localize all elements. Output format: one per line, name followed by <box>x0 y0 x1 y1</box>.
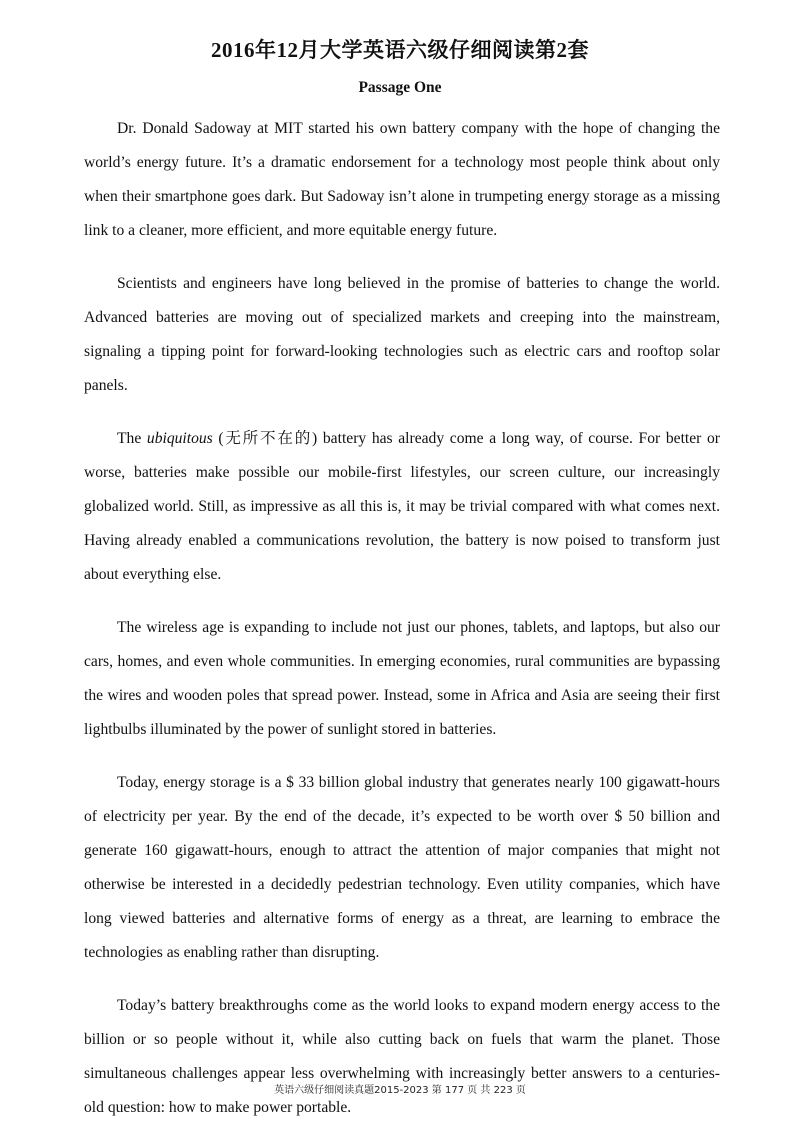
paragraph <box>84 422 720 592</box>
paragraph: Scientists and engineers have long believed in the promise of batteries to change the world. Advanced batteries are moving out of specialized markets and creeping into the mainstream, signaling a tipping point for forward-looking technologies such as electric cars and rooftop solar panels. <box>84 275 720 394</box>
paragraph-text: (无所不在的) battery has already come a long way, of course. For better or worse, batteries make possible our mobile-first lifestyles, our screen culture, our increasingly globalized world. Still, as impressive as all this is, it may be trivial compared with what comes next. Having already enabled a communications revolution, the battery is now poised to transform just about everything else. <box>84 430 720 583</box>
page-footer: 英语六级仔细阅读真题2015-2023 第 177 页 共 223 页 <box>274 1085 526 1096</box>
paragraph: Today’s battery breakthroughs come as the world looks to expand modern energy access to the billion or so people without it, while also cutting back on fuels that warm the planet. Those simultaneous challenges appear less overwhelming with increasingly better answers to a centuries-old question: how to make power portable. <box>84 997 720 1116</box>
paragraph-text: The <box>117 430 147 447</box>
page-title: 2016年12月大学英语六级仔细阅读第2套 <box>211 38 589 62</box>
passage-heading: Passage One <box>358 79 442 96</box>
paragraph: Today, energy storage is a $ 33 billion global industry that generates nearly 100 gigawatt-hours of electricity per year. By the end of the decade, it’s expected to be worth over $ 50 billion and generate 160 gigawatt-hours, enough to attract the attention of major companies that might not otherwise be interested in a decidedly pedestrian technology. Even utility companies, which have long viewed batteries and alternative forms of energy as a threat, are learning to embrace the technologies as enabling rather than disrupting. <box>84 774 720 961</box>
italic-term: ubiquitous <box>146 430 213 447</box>
paragraph: Dr. Donald Sadoway at MIT started his own battery company with the hope of changing the world’s energy future. It’s a dramatic endorsement for a technology most people think about only when their smartphone goes dark. But Sadoway isn’t alone in trumpeting energy storage as a missing link to a cleaner, more efficient, and more equitable energy future. <box>84 120 720 239</box>
paragraph: The wireless age is expanding to include not just our phones, tablets, and laptops, but also our cars, homes, and even whole communities. In emerging economies, rural communities are bypassing the wires and wooden poles that spread power. Instead, some in Africa and Asia are seeing their first lightbulbs illuminated by the power of sunlight stored in batteries. <box>84 619 720 738</box>
passage-body <box>84 112 720 1144</box>
